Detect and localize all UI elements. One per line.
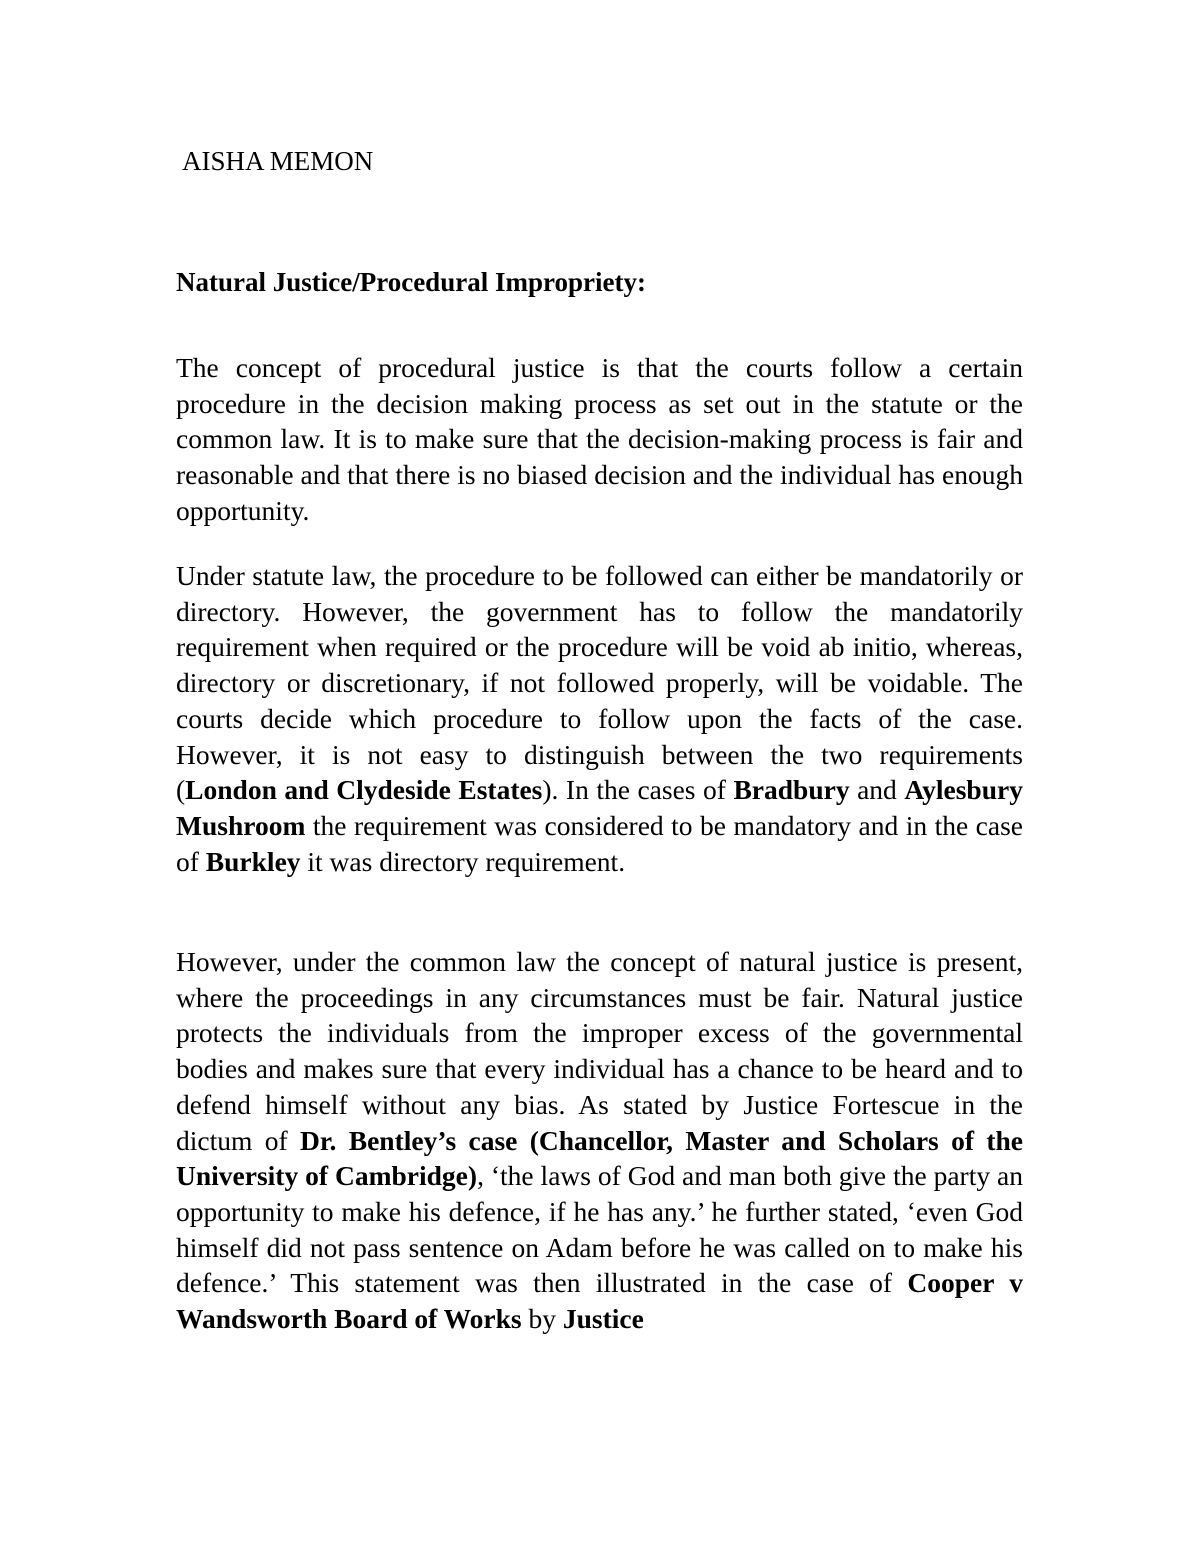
paragraph-common-law	[176, 944, 1023, 1337]
paragraph-text: ). In the cases of	[542, 774, 734, 806]
paragraph-text: by	[521, 1303, 563, 1335]
paragraph-text: Under statute law, the procedure to be followed can either be mandatorily or directory. However, the government has to follow the mandatorily requirement when required or the procedure will be void ab initio, whereas, directory or discretionary, if not followed properly, will be voidable. The courts decide which procedure to follow upon the facts of the case. However, it is not easy to distinguish between the two requirements (	[176, 560, 1023, 806]
paragraph-procedural-justice	[176, 350, 1023, 529]
paragraph-text: , ‘the laws of God and man both give the party an opportunity to make his defence, if he has any.’ he further stated, ‘even God himself did not pass sentence on Adam before he was called on to make his defence.’ This statement was then illustrated in the case of	[176, 1160, 1023, 1299]
paragraph-text: The concept of procedural justice is that the courts follow a certain procedure in the decision making process as set out in the statute or the common law. It is to make sure that the decision-making process is fair and reasonable and that there is no biased decision and the individual has enough opportunity.	[176, 352, 1023, 526]
case-name-bradbury: Bradbury	[733, 774, 850, 806]
paragraph-statute-law	[176, 558, 1023, 879]
judge-title: Justice	[562, 1303, 644, 1335]
case-name-aylesbury-mushroom: Aylesbury Mushroom	[176, 774, 1023, 841]
paragraph-text: the requirement was considered to be mandatory and in the case of	[176, 809, 1023, 877]
section-heading: Natural Justice/Procedural Impropriety:	[176, 267, 646, 297]
case-name-cooper-wandsworth: Cooper v Wandsworth Board of Works	[176, 1267, 1023, 1335]
case-name-dr-bentley: Dr. Bentley’s case (Chancellor, Master and Scholars of the University of Cambridge)	[176, 1124, 1023, 1192]
paragraph-text: it was directory requirement.	[300, 845, 626, 877]
case-name-london-clydeside: London and Clydeside Estates	[185, 774, 543, 806]
author-name: AISHA MEMON	[182, 146, 374, 176]
paragraph-text: However, under the common law the concept of natural justice is present, where the proceedings in any circumstances must be fair. Natural justice protects the individuals from the improper excess of the governmental bodies and makes sure that every individual has a chance to be heard and to defend himself without any bias. As stated by Justice Fortescue in the dictum of	[176, 946, 1023, 1156]
paragraph-text: and	[849, 774, 905, 806]
case-name-burkley: Burkley	[205, 845, 301, 877]
